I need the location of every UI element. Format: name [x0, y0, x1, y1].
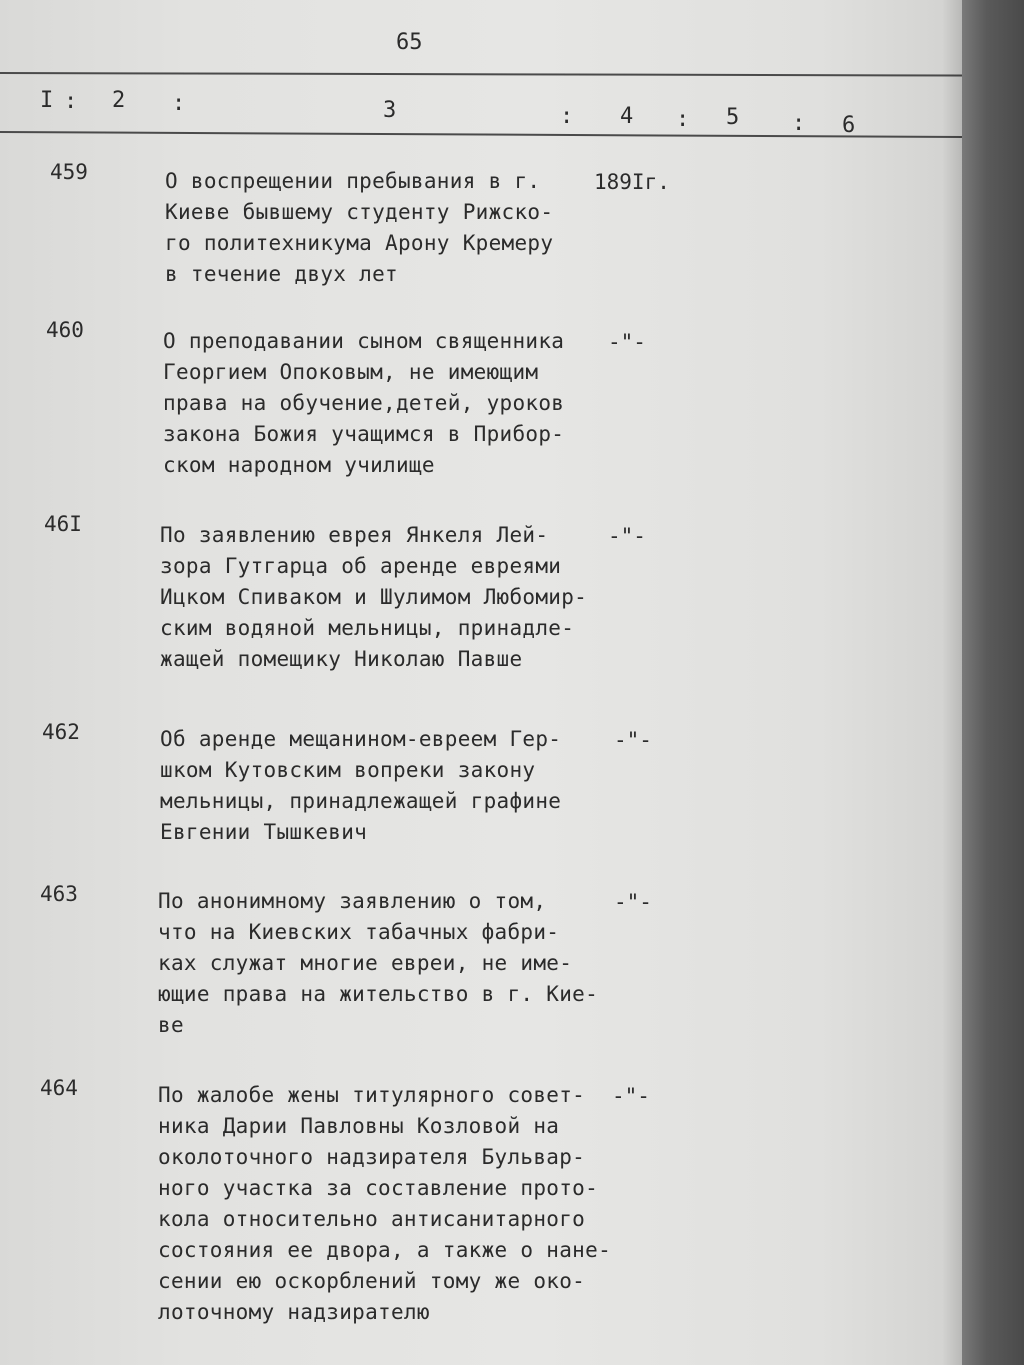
entry-line: ющие права на жительство в г. Кие-: [158, 982, 599, 1006]
entry-line: По анонимному заявлению о том,: [158, 889, 547, 913]
entry-line: состояния ее двора, а также о нане-: [158, 1238, 612, 1262]
column-header-1: I: [40, 88, 54, 113]
entry-line: ском народном училище: [163, 453, 435, 477]
entry-date: -"-: [608, 524, 646, 548]
entry-number: 462: [42, 720, 80, 744]
column-header-2: 2: [112, 88, 126, 113]
entry-date: -"-: [608, 330, 646, 354]
entry-number: 463: [40, 882, 78, 906]
entry-number: 460: [46, 318, 84, 342]
column-header-6: 6: [842, 113, 856, 138]
entry-line: права на обучение,детей, уроков: [163, 391, 565, 415]
entry-date: -"-: [614, 728, 652, 752]
entry-line: зора Гутгарца об аренде евреями: [160, 554, 562, 578]
entry-line: в течение двух лет: [165, 262, 398, 286]
page-number: 65: [396, 30, 423, 55]
entry-line: что на Киевских табачных фабри-: [158, 920, 560, 944]
entry-line: Киеве бывшему студенту Рижско-: [165, 200, 554, 224]
entry-line: О воспрещении пребывания в г.: [165, 169, 541, 193]
entry-description: [160, 724, 630, 848]
entry-description: [163, 326, 633, 481]
column-header-4: 4: [620, 104, 634, 129]
entry-line: О преподавании сыном священника: [163, 329, 565, 353]
entry-line: ника Дарии Павловны Козловой на: [158, 1114, 560, 1138]
entry-description: [165, 166, 635, 290]
column-header-5: 5: [726, 105, 740, 130]
entry-line: Евгении Тышкевич: [160, 820, 368, 844]
column-separator: :: [560, 104, 574, 129]
entry-line: сении ею оскорблений тому же око-: [158, 1269, 586, 1293]
entry-line: По жалобе жены титулярного совет-: [158, 1083, 586, 1107]
entry-number: 46I: [44, 512, 82, 536]
column-separator: :: [64, 89, 78, 114]
entry-line: ве: [158, 1013, 184, 1037]
entry-line: шком Кутовским вопреки закону: [160, 758, 536, 782]
entry-date: -"-: [612, 1084, 650, 1108]
entry-line: ках служат многие евреи, не име-: [158, 951, 573, 975]
entry-description: [160, 520, 630, 675]
entry-description: [158, 886, 628, 1041]
entry-number: 464: [40, 1076, 78, 1100]
entry-line: лоточному надзирателю: [158, 1300, 430, 1324]
entry-line: мельницы, принадлежащей графине: [160, 789, 562, 813]
entry-line: По заявлению еврея Янкеля Лей-: [160, 523, 549, 547]
entry-line: кола относительно антисанитарного: [158, 1207, 586, 1231]
entry-description: [158, 1080, 628, 1328]
entry-line: закона Божия учащимся в Прибор-: [163, 422, 565, 446]
entry-line: Ицком Спиваком и Шулимом Любомир-: [160, 585, 588, 609]
column-separator: :: [676, 107, 690, 132]
entry-line: ного участка за составление прото-: [158, 1176, 599, 1200]
entry-line: го политехникума Арону Кремеру: [165, 231, 554, 255]
background-edge: [962, 0, 1024, 1365]
header-rule-top: [0, 72, 962, 77]
entry-line: Георгием Опоковым, не имеющим: [163, 360, 539, 384]
column-separator: :: [172, 91, 186, 116]
column-header-3: 3: [383, 98, 397, 123]
entry-date: -"-: [614, 890, 652, 914]
entry-line: околоточного надзирателя Бульвар-: [158, 1145, 586, 1169]
entry-date: 189Iг.: [594, 170, 670, 194]
entry-line: жащей помещику Николаю Павше: [160, 647, 523, 671]
entry-number: 459: [50, 160, 88, 184]
entry-line: Об аренде мещанином-евреем Гер-: [160, 727, 562, 751]
entry-line: ским водяной мельницы, принадле-: [160, 616, 575, 640]
column-separator: :: [792, 111, 806, 136]
header-rule-bottom: [0, 131, 962, 138]
